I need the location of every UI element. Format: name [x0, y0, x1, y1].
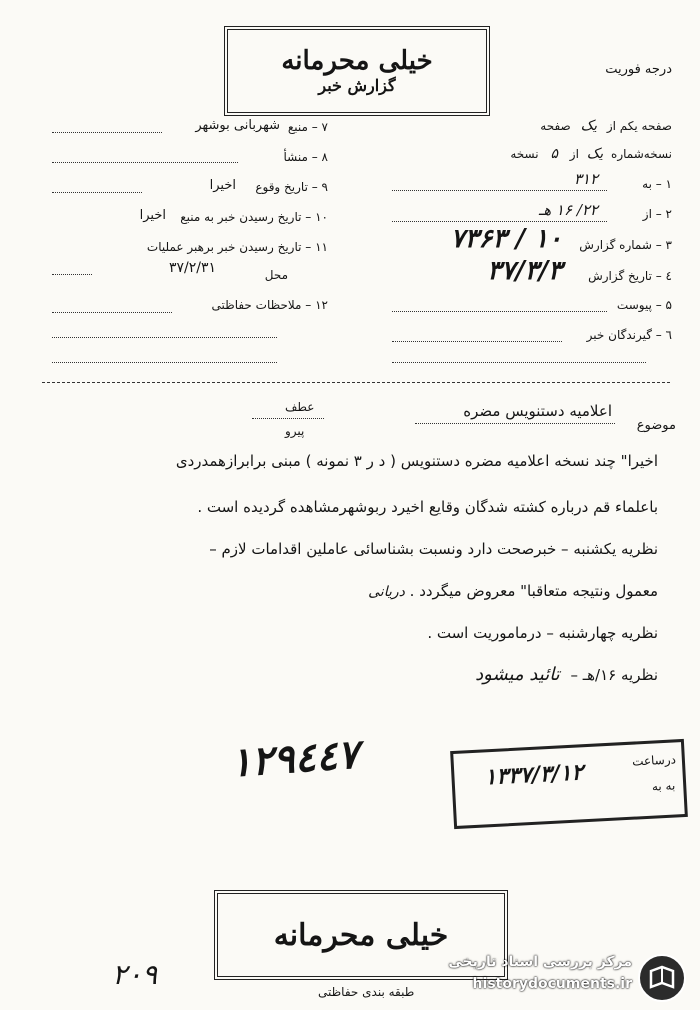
- header-divider: [42, 382, 670, 383]
- watermark: [440, 952, 690, 1002]
- source-value: شهربانی بوشهر: [195, 118, 280, 133]
- body-line-5: نظریه چهارشنبه – درماموریت است .: [427, 624, 658, 642]
- receipt-date-label: ۱۰ – تاریخ رسیدن خبر به منبع: [180, 210, 328, 224]
- body-line-6-text: نظریه ۱۶/هـ –: [570, 666, 658, 684]
- from-label: ۲ – از: [642, 207, 672, 221]
- bottom-classification-stamp: خیلی محرمانه: [214, 890, 508, 980]
- watermark-logo-icon: [638, 954, 686, 1002]
- from-dots: [392, 221, 607, 222]
- body-line-4: [368, 582, 658, 600]
- body-line-2: باعلماء قم درباره کشته شدگان وقایع اخیرد ربوشهرمشاهده گردیده است .: [197, 498, 658, 516]
- receipt-date-value: اخیرا: [139, 208, 166, 223]
- body-line-1: اخیرا" چند نسخه اعلامیه مضره دستنویس ( د ر ۳ نمونه ) مبنی برابرازهمدردی: [175, 452, 658, 470]
- copy-of: از: [569, 147, 579, 161]
- origin-label: ۸ – منشأ: [283, 150, 328, 164]
- to-dots: [392, 190, 607, 191]
- copy-number-row: [510, 146, 672, 162]
- place-dots: [52, 274, 92, 275]
- report-date-label: ٤ – تاریخ گزارش: [588, 269, 672, 283]
- page-label-text: صفحه یکم از: [606, 119, 672, 133]
- to-value: ۳۱۲: [573, 170, 598, 188]
- page-number: ۲۰۹: [112, 958, 158, 991]
- receipt-stamp-to-label: به به: [651, 778, 676, 794]
- notes-dots-1: [52, 312, 172, 313]
- recipients-label: ٦ – گیرندگان خبر: [586, 328, 672, 342]
- classification-footer-label: طبقه بندی حفاظتی: [318, 985, 415, 999]
- top-stamp-line1: خیلی محرمانه: [281, 46, 433, 76]
- event-date-dots: [52, 192, 142, 193]
- page-suffix: صفحه: [540, 119, 571, 133]
- subject-value: اعلامیه دستنویس مضره: [463, 402, 612, 420]
- event-date-label: ۹ – تاریخ وقوع: [255, 180, 328, 194]
- page-value: یک: [580, 118, 598, 134]
- subject-dots: [415, 423, 615, 424]
- notes-label: ۱۲ – ملاحظات حفاظتی: [211, 298, 328, 312]
- notes-dots-3: [52, 362, 277, 363]
- watermark-line1: مرکز بررسی اسناد تاریخی: [448, 954, 632, 970]
- body-line-6-handwritten: تائید میشود: [475, 664, 560, 685]
- body-line-6: [475, 664, 658, 685]
- page-label: [540, 118, 672, 134]
- attachment-dots: [392, 311, 607, 312]
- report-number-label: ۳ – شماره گزارش: [579, 238, 672, 252]
- report-date-value: ۳۷/۳/۳: [487, 256, 562, 286]
- place-label: محل: [264, 268, 288, 282]
- copy-value: یک: [586, 146, 604, 162]
- ref-divider: [252, 418, 324, 419]
- notes-dots-2: [52, 337, 277, 338]
- top-stamp-line2: گزارش خبر: [318, 76, 396, 95]
- ops-date-label: ۱۱ – تاریخ رسیدن خبر برهبر عملیات: [146, 240, 328, 254]
- to-label: ۱ – به: [642, 177, 672, 191]
- receipt-stamp-time-label: درساعت: [631, 752, 677, 769]
- body-line-4-text: معمول ونتیجه متعاقبا" معروض میگردد .: [409, 582, 658, 600]
- report-number-value: ۷۳۶۳ / ۱۰: [450, 224, 562, 254]
- receipt-stamp-date: ۱۳۳۷/۳/۱۲: [483, 759, 584, 791]
- body-line-3: نظریه یکشنبه – خبرصحت دارد ونسبت بشناسائی عاملین اقدامات لازم –: [209, 540, 658, 558]
- watermark-line2: historydocuments.ir: [472, 976, 632, 992]
- copy-suffix: نسخه: [510, 147, 539, 161]
- archive-number: ۱۲۹٤٤۷: [228, 730, 361, 787]
- place-value: ۳۷/۲/۳۱: [168, 260, 216, 276]
- copy-label: نسخه‌شماره: [611, 147, 672, 161]
- recipients-dots-1: [392, 341, 562, 342]
- copy-total: ۵: [550, 146, 558, 162]
- attachment-label: ۵ – پیوست: [616, 298, 672, 312]
- from-value: ۲۲/ ۱۶ هـ: [538, 201, 598, 219]
- priority-label: درجه فوریت: [605, 62, 672, 77]
- body-line-4-signature: دریانی: [368, 584, 405, 600]
- receipt-stamp: [450, 739, 688, 829]
- source-dots: [52, 132, 162, 133]
- top-classification-stamp: [224, 26, 490, 116]
- source-label: ۷ – منبع: [287, 120, 328, 134]
- subject-label: موضوع: [636, 418, 676, 433]
- origin-dots: [52, 162, 238, 163]
- follow-label: پیرو: [285, 424, 305, 438]
- recipients-dots-2: [392, 362, 646, 363]
- ref-label: عطف: [285, 400, 315, 414]
- event-date-value: اخیرا: [209, 178, 236, 193]
